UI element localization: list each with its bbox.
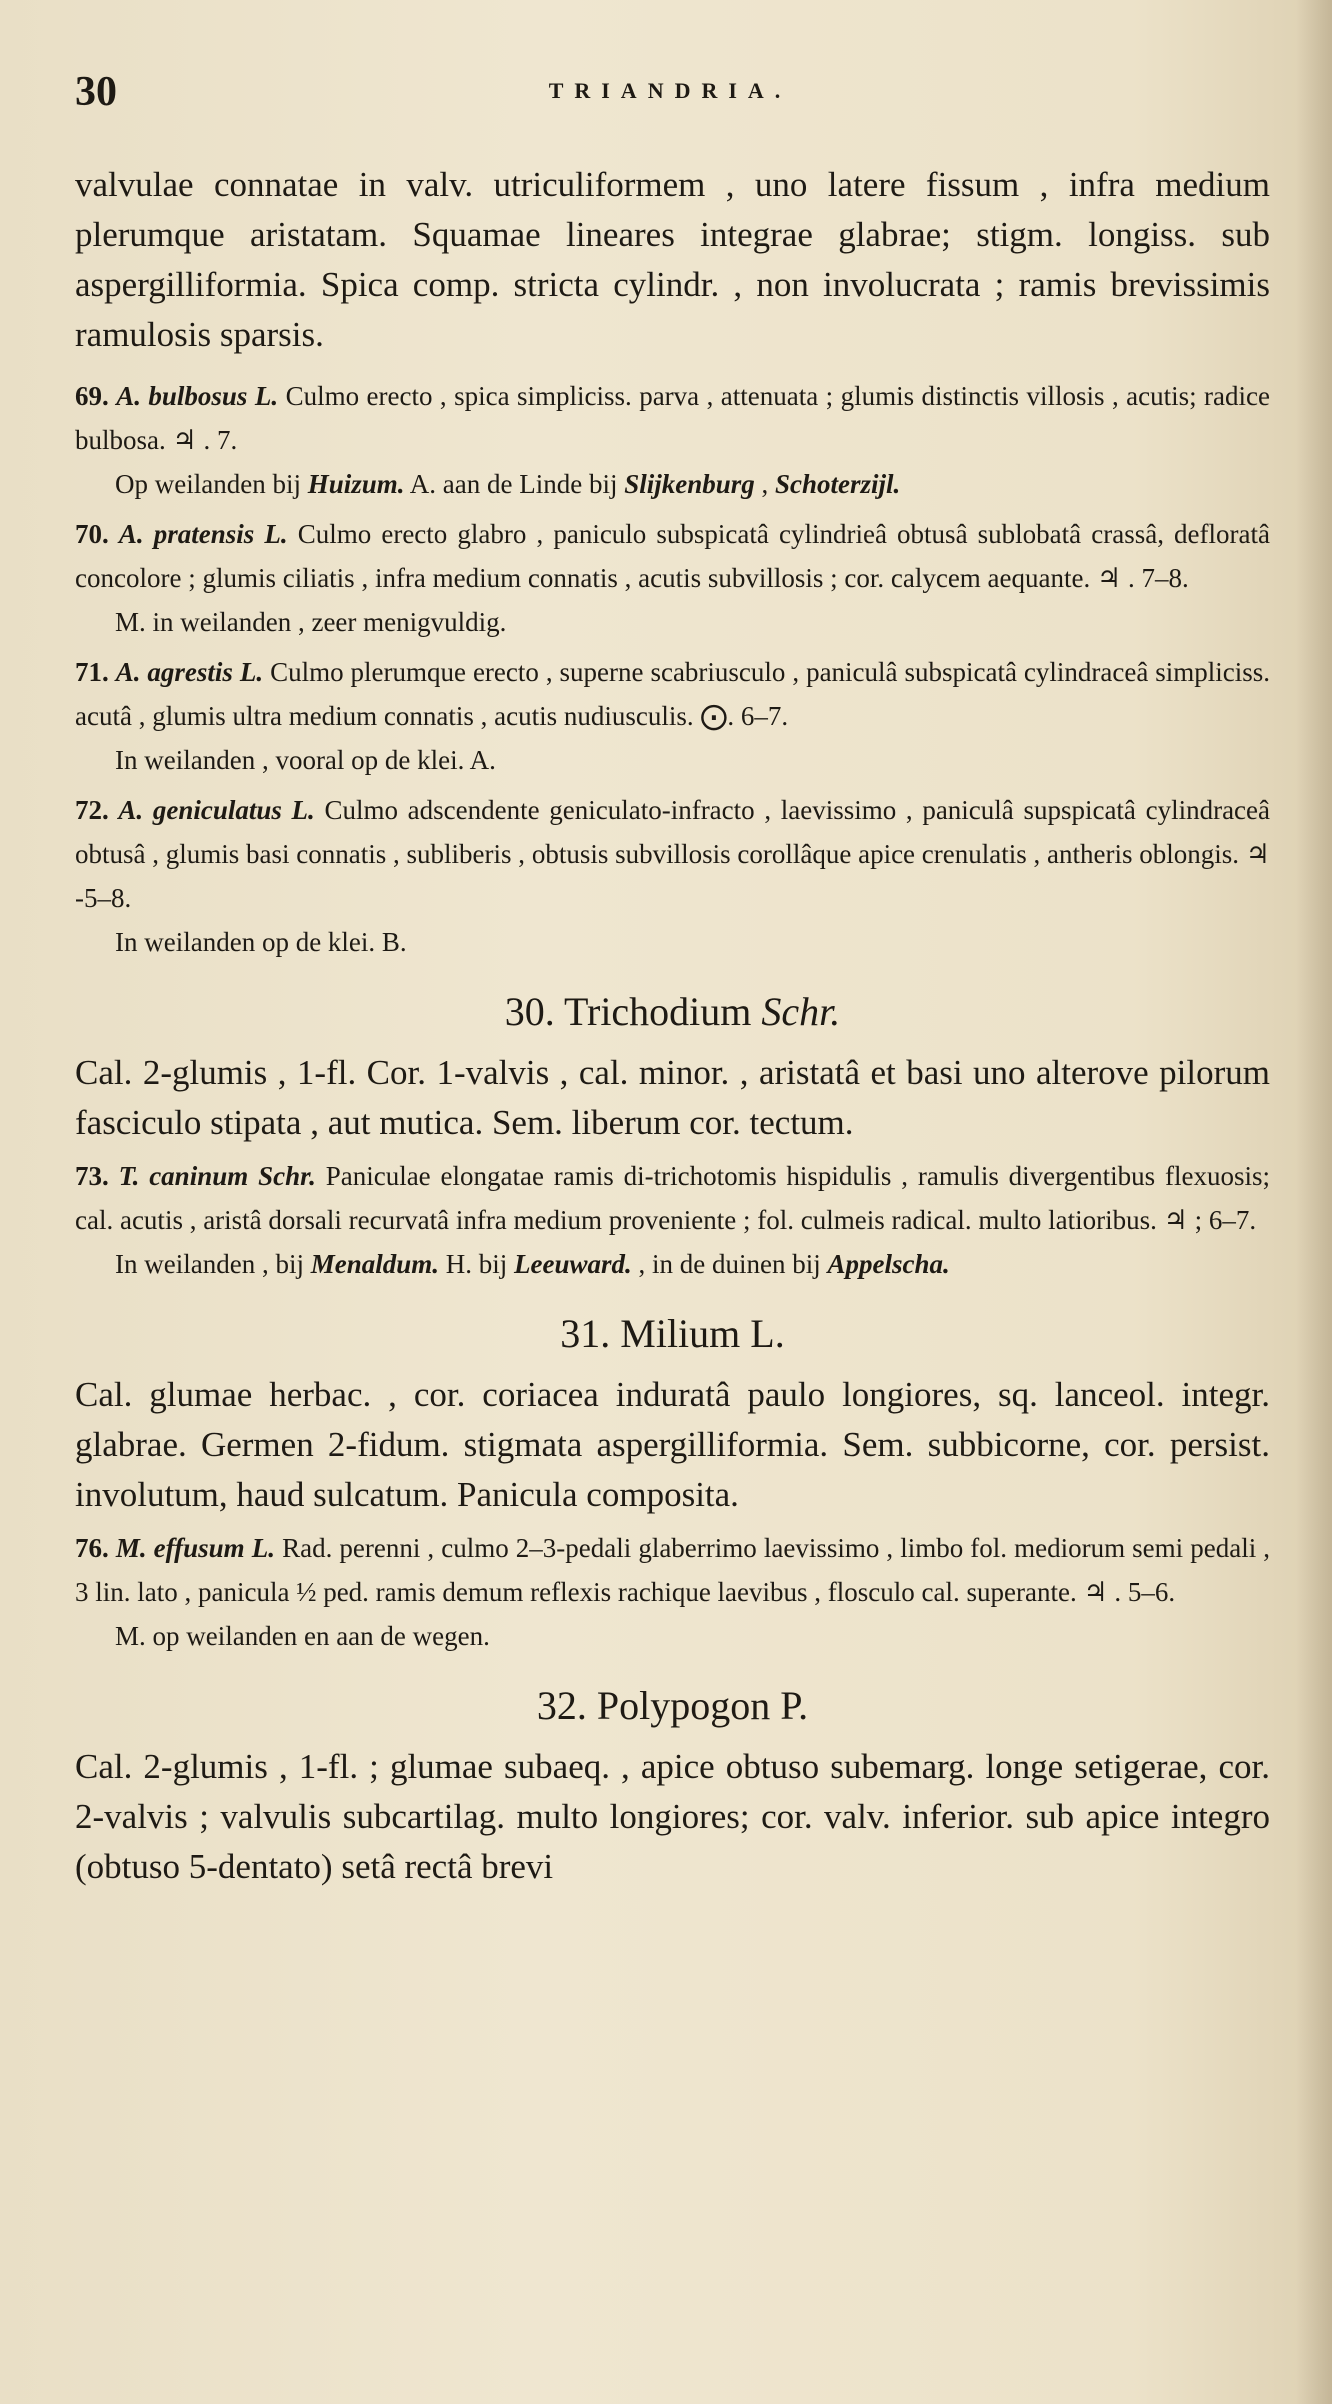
- species-name: A. pratensis L.: [118, 519, 288, 549]
- place-name: Huizum.: [307, 469, 405, 499]
- page-header: [75, 68, 1265, 128]
- place-name: Menaldum.: [310, 1249, 439, 1279]
- entry-76-locality: M. op weilanden en aan de wegen.: [115, 1621, 490, 1651]
- entry-70: [75, 512, 1270, 600]
- spacer: [75, 360, 1270, 368]
- genus-heading-30: [75, 982, 1270, 1042]
- entry-number: 76.: [75, 1533, 109, 1563]
- entry-72-locality: In weilanden op de klei. B.: [115, 927, 407, 957]
- entry-number: 69.: [75, 381, 109, 411]
- genus-30-description: Cal. 2-glumis , 1-fl. Cor. 1-valvis , cal. minor. , aristatâ et basi uno alterove pilorum fasciculo stipata , aut mutica. Sem. liberum cor. tectum.: [75, 1053, 1270, 1142]
- species-name: A. bulbosus L.: [116, 381, 279, 411]
- entry-description: Culmo adscendente geniculato-infracto , laevissimo , paniculâ supspicatâ cylindraceâ obtusâ , glumis basi connatis , subliberis , obtusis subvillosis corollâque apice crenulatis , antheris oblongis. ♃ -5–8.: [75, 795, 1270, 913]
- locality-text: H. bij: [438, 1249, 514, 1279]
- entry-description: Culmo erecto glabro , paniculo subspicatâ cylindrieâ obtusâ sublobatâ crassâ, defloratâ concolore ; glumis ciliatis , infra medium connatis , acutis subvillosis ; cor. calycem aequante. ♃ . 7–8.: [75, 519, 1270, 593]
- locality-text: Op weilanden bij: [115, 469, 308, 499]
- place-name: Leeuward.: [514, 1249, 632, 1279]
- genus-author: Schr.: [761, 989, 841, 1034]
- entry-description: Culmo erecto , spica simpliciss. parva , attenuata ; glumis distinctis villosis , acutis; radice bulbosa. ♃ . 7.: [75, 381, 1270, 455]
- species-name: A. geniculatus L.: [118, 795, 315, 825]
- book-gutter-shadow: [1296, 0, 1332, 2404]
- locality-text: , in de duinen bij: [631, 1249, 828, 1279]
- page-content: [75, 160, 1270, 1892]
- entry-71-locality: In weilanden , vooral op de klei. A.: [115, 745, 496, 775]
- entry-76: [75, 1526, 1270, 1614]
- entry-72: [75, 788, 1270, 920]
- genus-32-description: Cal. 2-glumis , 1-fl. ; glumae subaeq. , apice obtuso subemarg. longe setigerae, cor. 2-valvis ; valvulis subcartilag. multo longiores; cor. valv. inferior. sub apice integro (obtuso 5-dentato) setâ rectâ brevi: [75, 1747, 1270, 1886]
- locality-text: ,: [754, 469, 776, 499]
- intro-paragraph: valvulae connatae in valv. utriculiformem , uno latere fissum , infra medium plerumque aristatam. Squamae lineares integrae glabrae; stigm. longiss. sub aspergilliformia. Spica comp. stricta cylindr. , non involucrata ; ramis brevissimis ramulosis sparsis.: [75, 165, 1270, 354]
- entry-number: 70.: [75, 519, 109, 549]
- entry-73: [75, 1154, 1270, 1242]
- place-name: Appelscha.: [827, 1249, 950, 1279]
- place-name: Slijkenburg: [624, 469, 755, 499]
- genus-heading-32: 32. Polypogon P.: [536, 1683, 809, 1728]
- species-name: M. effusum L.: [115, 1533, 275, 1563]
- genus-title: 30. Trichodium: [504, 989, 762, 1034]
- entry-73-locality: [75, 1242, 1270, 1286]
- entry-number: 72.: [75, 795, 109, 825]
- entry-number: 73.: [75, 1161, 109, 1191]
- entry-number: 71.: [75, 657, 109, 687]
- genus-31-description: Cal. glumae herbac. , cor. coriacea induratâ paulo longiores, sq. lanceol. integr. glabrae. Germen 2-fidum. stigmata aspergilliformia. Sem. subbicorne, cor. persist. involutum, haud sulcatum. Panicula composita.: [75, 1375, 1270, 1514]
- species-name: A. agrestis L.: [115, 657, 264, 687]
- locality-text: In weilanden , bij: [115, 1249, 311, 1279]
- running-title: TRIANDRIA.: [548, 78, 792, 103]
- entry-71: [75, 650, 1270, 738]
- place-name: Schoterzijl.: [775, 469, 901, 499]
- entry-70-locality: M. in weilanden , zeer menigvuldig.: [115, 607, 507, 637]
- species-name: T. caninum Schr.: [118, 1161, 316, 1191]
- entry-69-locality: [75, 462, 1270, 506]
- page-number: 30: [75, 69, 117, 115]
- genus-heading-31: 31. Milium L.: [560, 1311, 785, 1356]
- entry-description: Paniculae elongatae ramis di-trichotomis hispidulis , ramulis divergentibus flexuosis; cal. acutis , aristâ dorsali recurvatâ infra medium proveniente ; fol. culmeis radical. multo latioribus. ♃ ; 6–7.: [75, 1161, 1270, 1235]
- locality-text: A. aan de Linde bij: [404, 469, 625, 499]
- entry-description: Rad. perenni , culmo 2–3-pedali glaberrimo laevissimo , limbo fol. mediorum semi pedali , 3 lin. lato , panicula ½ ped. ramis demum reflexis rachique laevibus , flosculo cal. superante. ♃ . 5–6.: [75, 1533, 1271, 1607]
- entry-69: [75, 374, 1270, 462]
- entry-description: Culmo plerumque erecto , superne scabriusculo , paniculâ subspicatâ cylindraceâ simpliciss. acutâ , glumis ultra medium connatis , acutis nudiusculis. ⨀. 6–7.: [75, 657, 1271, 731]
